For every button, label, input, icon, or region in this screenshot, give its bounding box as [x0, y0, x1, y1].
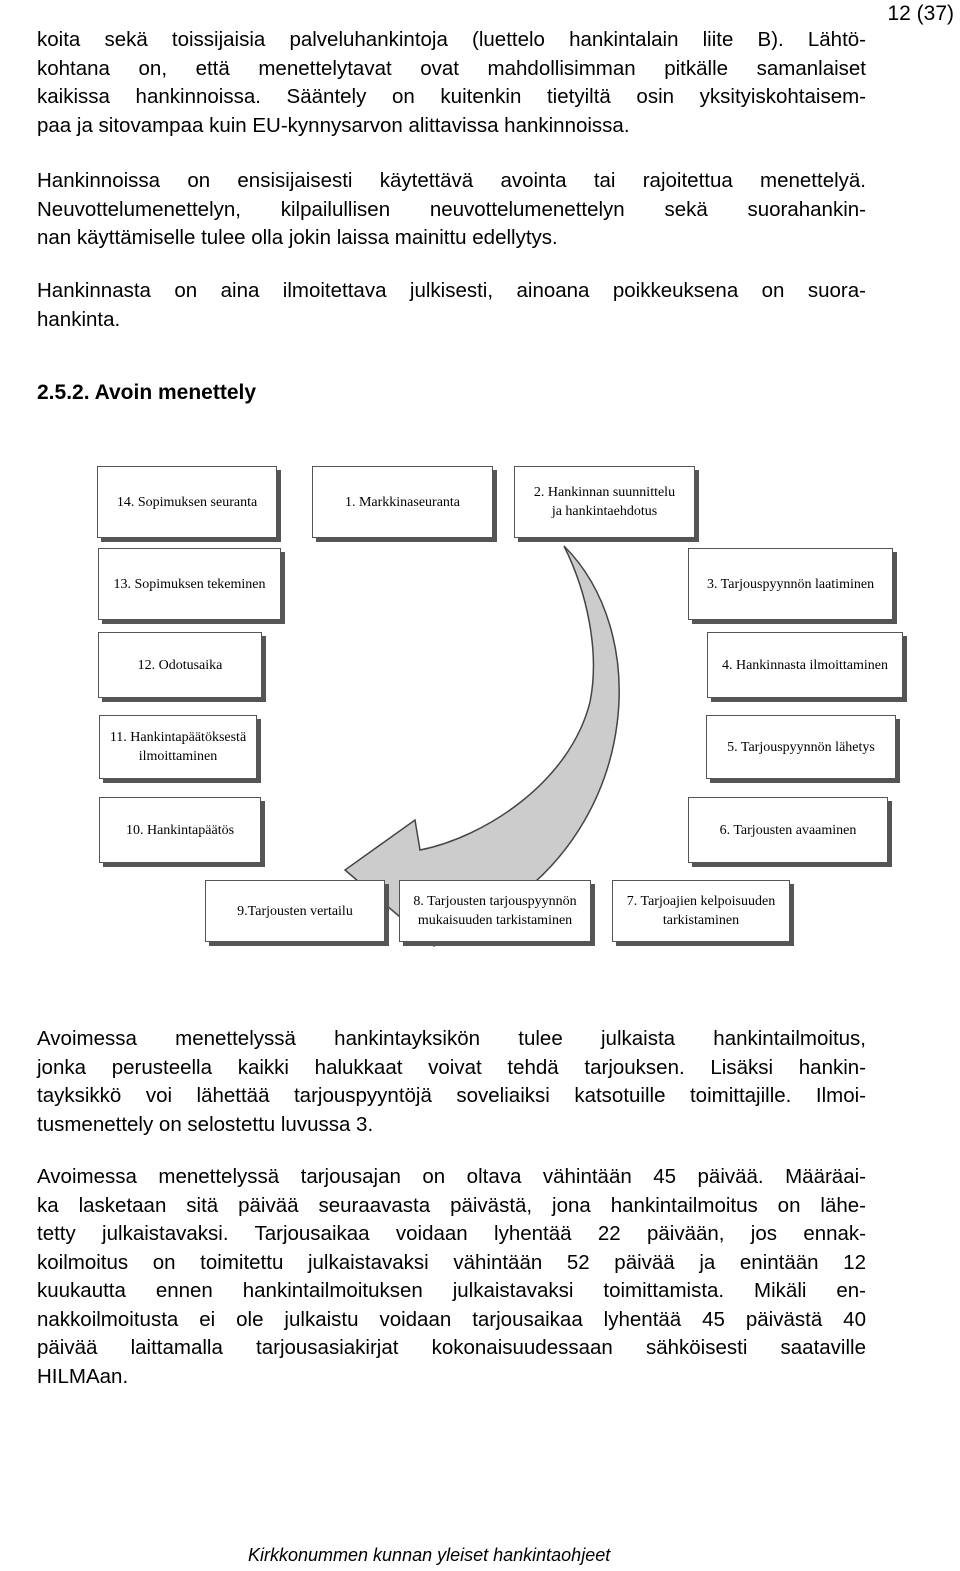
text-line: Neuvottelumenettelyn, kilpailullisen neuvottelumenettelyn sekä suorahankin- [37, 197, 866, 221]
step-10-box [99, 797, 261, 863]
step-label: 2. Hankinnan suunnittelu [533, 485, 676, 500]
step-4-box [707, 632, 903, 698]
step-label: 12. Odotusaika [137, 657, 223, 673]
step-13-box [98, 548, 281, 620]
step-12-box [98, 632, 262, 698]
step-label: 1. Markkinaseuranta [344, 494, 461, 510]
text-line: nan käyttämiselle tulee olla jokin laissa mainittu edellytys. [37, 226, 558, 249]
text-line: tayksikkö voi lähettää tarjouspyyntöjä soveliaiksi katsotuille toimittajille. Ilmoi- [37, 1084, 866, 1107]
step-label: 5. Tarjouspyynnön lähetys [727, 739, 875, 755]
text-line: Avoimessa menettelyssä hankintayksikön tulee julkaista hankintailmoitus, [37, 1027, 866, 1050]
step-label: 9.Tarjousten vertailu [237, 903, 353, 919]
text-line: jonka perusteella kaikki halukkaat voivat tehdä tarjouksen. Lisäksi hankin- [37, 1055, 866, 1079]
text-line: ka lasketaan sitä päivää seuraavasta päivästä, jona hankintailmoitus on lähe- [37, 1193, 866, 1217]
step-5-box [706, 715, 896, 779]
page-number: 12 (37) [887, 2, 954, 25]
text-line: kaikissa hankinnoissa. Sääntely on kuitenkin tietyiltä osin yksityiskohtaisem- [37, 85, 866, 108]
section-heading: 2.5.2. Avoin menettely [37, 381, 257, 404]
step-label: 7. Tarjoajien kelpoisuuden [626, 894, 776, 909]
step-6-box [688, 797, 888, 863]
text-line: nakkoilmoitusta ei ole julkaistu voidaan tarjousaikaa lyhentää 45 päivästä 40 [37, 1307, 866, 1331]
step-label: ja hankintaehdotus [551, 504, 658, 519]
step-label: 6. Tarjousten avaaminen [719, 822, 857, 838]
text-line: koita sekä toissijaisia palveluhankintoja (luettelo hankintalain liite B). Lähtö- [37, 28, 866, 51]
text-line: tetty julkaistavaksi. Tarjousaikaa voidaan lyhentää 22 päivään, jos ennak- [37, 1222, 866, 1245]
step-label: 14. Sopimuksen seuranta [116, 494, 258, 510]
step-label: mukaisuuden tarkistaminen [417, 913, 573, 928]
paragraph-procedures [37, 167, 866, 253]
step-label: ilmoittaminen [138, 749, 218, 764]
process-diagram [90, 462, 910, 952]
text-line: Avoimessa menettelyssä tarjousajan on oltava vähintään 45 päivää. Määräai- [37, 1165, 866, 1188]
step-9-box [205, 880, 385, 942]
text-line: paa ja sitovampaa kuin EU-kynnysarvon alittavissa hankinnoissa. [37, 113, 630, 137]
text-line: kuukautta ennen hankintailmoituksen julkaistavaksi toimittamista. Mikäli en- [37, 1279, 866, 1302]
step-label: 3. Tarjouspyynnön laatiminen [706, 576, 875, 592]
step-label: tarkistaminen [662, 913, 740, 928]
text-line: hankinta. [37, 307, 121, 331]
step-2-box [514, 466, 695, 538]
text-line: tusmenettely on selostettu luvussa 3. [37, 1112, 374, 1136]
text-line: päivää laittamalla tarjousasiakirjat kokonaisuudessaan sähköisesti saataville [37, 1336, 866, 1359]
paragraph-open-procedure [37, 1025, 866, 1139]
step-label: 13. Sopimuksen tekeminen [113, 576, 266, 592]
step-label: 10. Hankintapäätös [125, 822, 235, 838]
paragraph-tender-period [37, 1163, 866, 1391]
text-line: HILMAan. [37, 1364, 129, 1388]
step-11-box [99, 715, 257, 779]
step-14-box [97, 466, 277, 538]
step-label: 8. Tarjousten tarjouspyynnön [413, 894, 577, 909]
step-8-box [399, 880, 591, 942]
step-7-box [612, 880, 790, 942]
step-3-box [688, 548, 893, 620]
step-1-box [312, 466, 493, 538]
step-label: 11. Hankintapäätöksestä [109, 730, 247, 745]
text-line: kohtana on, että menettelytavat ovat mahdollisimman pitkälle samanlaiset [37, 56, 866, 80]
paragraph-intro [37, 26, 866, 140]
text-line: koilmoitus on toimitettu julkaistavaksi vähintään 52 päivää ja enintään 12 [37, 1250, 866, 1274]
step-label: 4. Hankinnasta ilmoittaminen [721, 657, 889, 673]
paragraph-notice [37, 277, 866, 334]
text-line: Hankinnasta on aina ilmoitettava julkisesti, ainoana poikkeuksena on suora- [37, 279, 866, 302]
page-footer: Kirkkonummen kunnan yleiset hankintaohjeet [248, 1545, 611, 1565]
text-line: Hankinnoissa on ensisijaisesti käytettävä avointa tai rajoitettua menettelyä. [37, 169, 866, 192]
